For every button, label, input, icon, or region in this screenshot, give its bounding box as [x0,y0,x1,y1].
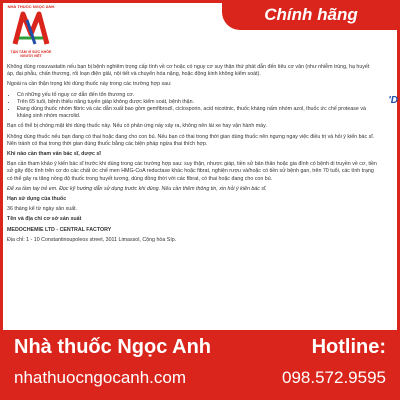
logo-bottom-text: TẬN TÂM VÌ SỨC KHỎE NGƯỜI VIỆT [10,50,52,58]
paragraph: Bạn cần tham khảo ý kiến bác sĩ trước khi dùng trong các trường hợp sau: suy thận, nhược giáp, tiền sử bản thân hoặc gia đình có bệnh di truyền về cơ, tiền sử gây độc tính trên cơ do các chất ức chế men HMG-CoA reductase khác hoặc fibrat, nghiện rượu và/hoặc có tiền sử bệnh gan, trên 70 tuổi, các tình trạng có thể gây ra tăng nồng độ thuốc trong huyết tương, dùng đồng thời với các fibrat, có thai hoặc đang cho con bú. [7,161,377,182]
side-watermark-text: 'D [388,95,398,106]
paragraph: Không dùng thuốc nếu bạn đang có thai hoặc đang cho con bú. Nếu bạn có thai trong thời gian dùng thuốc nên ngưng ngay việc điều trị và hỏi ý kiến bác sĩ. Nên tránh có thai trong thời gian dùng thuốc bằng các biện pháp ngừa thai thích hợp. [7,133,375,147]
logo-mark-icon [6,4,56,54]
paragraph: Bạn cố thể bị chóng mặt khi dùng thuốc này. Nếu có phản ứng này xảy ra, không nên lái xe hay vận hành máy. [7,123,267,130]
logo-top-text: NHÀ THUỐC NGỌC ANH [7,4,55,9]
section-heading: Hạn sử dụng của thuốc [7,196,67,203]
manufacturer-address: Địa chỉ: 1 - 10 Constantinoupoleos street, 3011 Limassol, Cộng hòa Síp. [7,236,177,243]
hotline-label: Hotline: [311,336,386,358]
pharmacy-name: Nhà thuốc Ngọc Anh [14,336,212,358]
caution-list [7,92,377,121]
list-item: • Có những yếu tố nguy cơ dẫn đến tổn thương cơ. [17,92,377,99]
section-heading: Tên và địa chỉ cơ sở sản xuất [7,216,82,223]
authentic-badge-label: Chính hãng [264,5,358,24]
paragraph: 36 tháng kể từ ngày sản xuất. [7,206,78,213]
leaflet-text [7,64,377,247]
paragraph: Ngoài ra cần thận trọng khi dùng thuốc này trong các trường hợp sau: [7,81,172,88]
manufacturer-name: MEDOCHEMIE LTD - CENTRAL FACTORY [7,226,112,233]
website-link[interactable]: nhathuocngocanh.com [14,368,187,387]
list-item: • Trên 65 tuổi, bệnh thiểu năng tuyến giáp không được kiểm soát, bệnh thận. [17,99,377,106]
authentic-badge [222,0,400,30]
pharmacy-logo [6,4,56,56]
paragraph: Không dùng rosuvastatin nếu bạn bị bệnh nghiêm trọng cấp tính về cơ hoặc có nguy cơ suy thận thứ phát dẫn đến tiêu cơ vân (như nhiễm trùng, hạ huyết áp, đại phẫu, chấn thương, rối loạn điện giải, nội tiết và chuyển hóa nặng, hoặc động kinh không kiểm soát). [7,64,370,78]
section-heading: Khi nào cần tham vấn bác sĩ, dược sĩ [7,151,101,158]
paragraph: Để xa tầm tay trẻ em. Đọc kỹ hướng dẫn sử dụng trước khi dùng. Nếu cần thêm thông tin, xin hỏi ý kiến bác sĩ. [7,185,267,192]
list-item: • Đang dùng thuốc nhóm fibric và các dẫn xuất bao gồm gemfibrozil, ciclosporin, acid nicotinic, thuốc kháng nấm nhóm azol, thuốc ức chế protease và kháng sinh nhóm macrolid. [17,106,377,120]
footer-banner [0,330,400,400]
hotline-phone[interactable]: 098.572.9595 [282,368,386,387]
